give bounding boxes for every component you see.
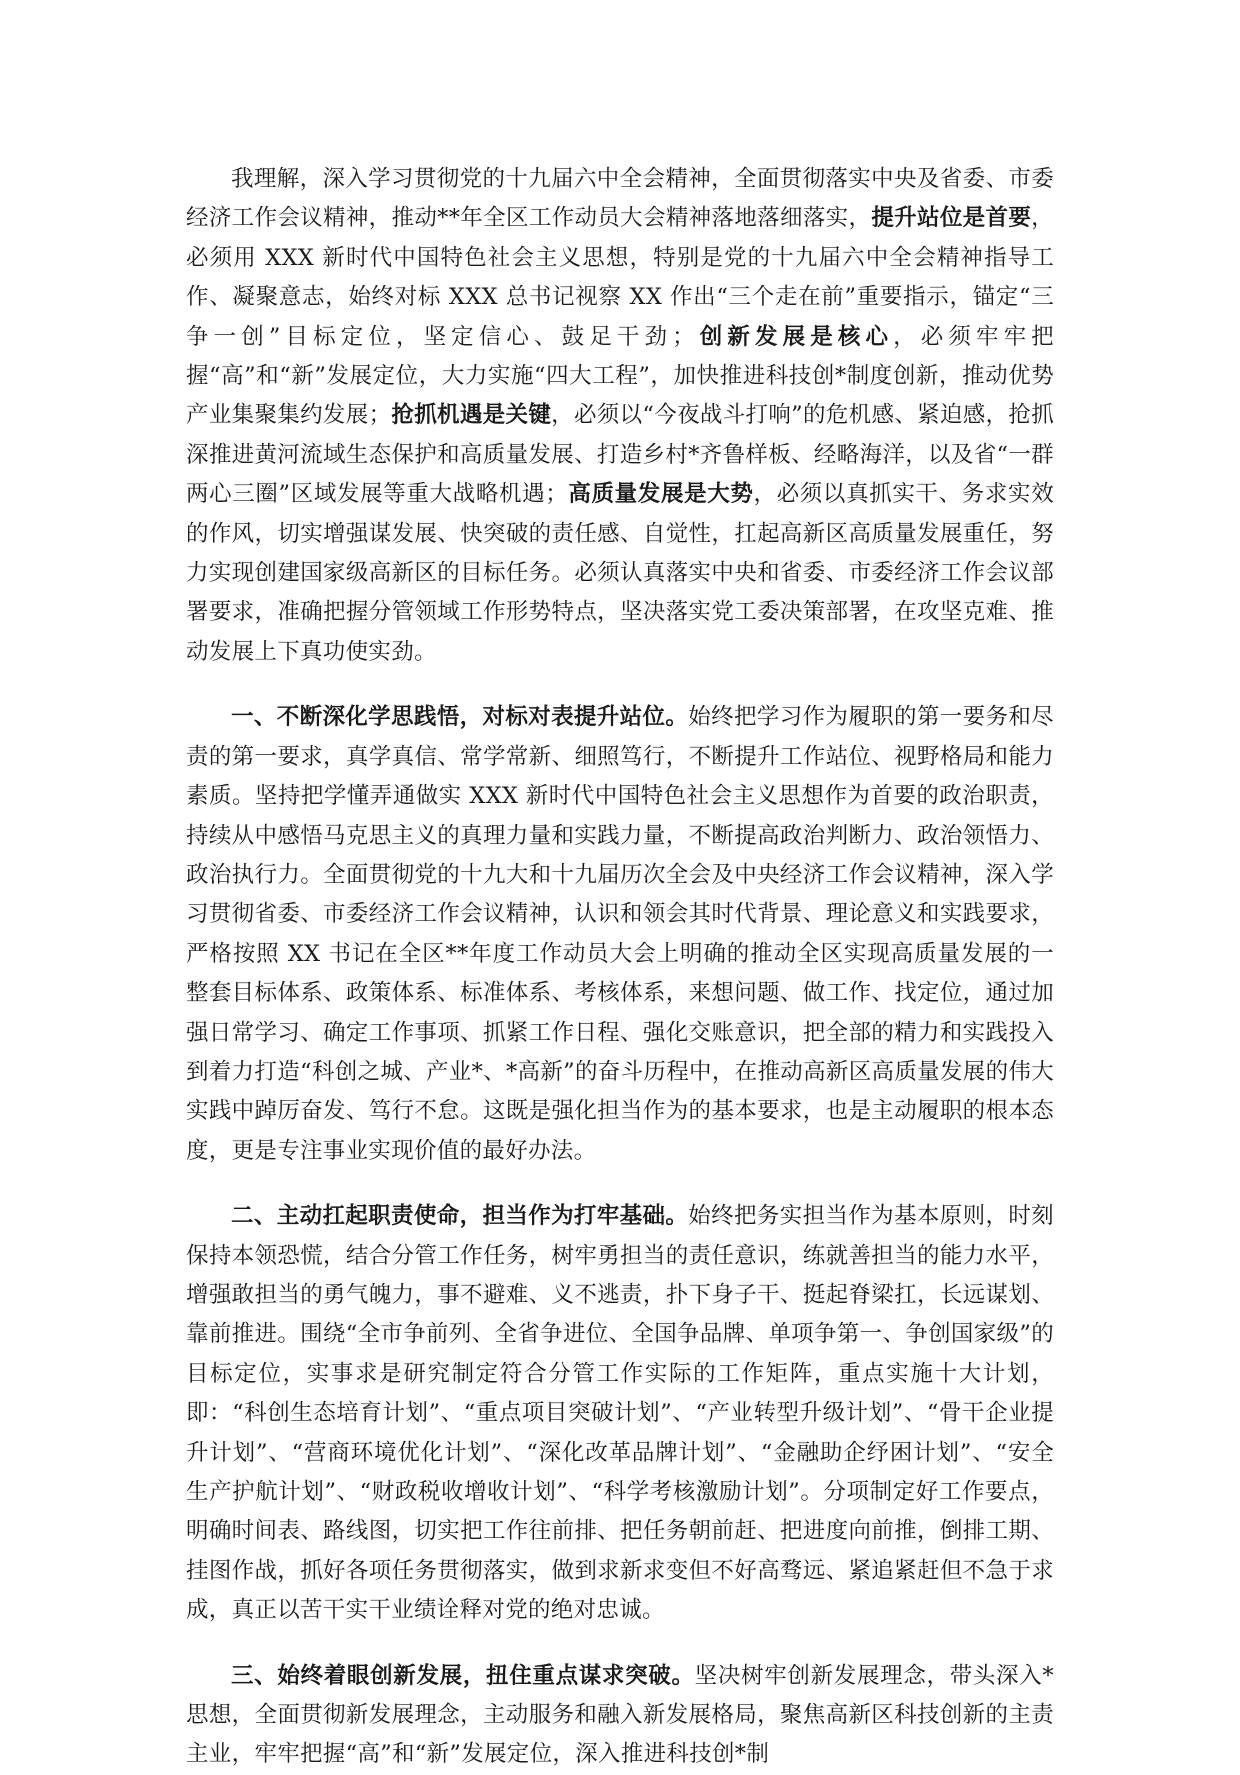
emphasis-run: 高质量发展是大势 xyxy=(568,481,754,508)
section-heading: 三、始终着眼创新发展，扭住重点谋求突破。 xyxy=(231,1662,695,1689)
text-run: 始终把学习作为履职的第一要务和尽责的第一要求，真学真信、常学常新、细照笃行，不断提升工作站位、视野格局和能力素质。坚持把学懂弄通做实 XXX 新时代中国特色社会主义思想作为首要的政治职责，持续从中感悟马克思主义的真理力量和实践力量，不断提高政治判断力、政治领悟力、政治执行力。全面贯彻党的十九大和十九届历次全会及中央经济工作会议精神，深入学习贯彻省委、市委经济工作会议精神，认识和领会其时代背景、理论意义和实践要求，严格按照 XX 书记在全区**年度工作动员大会上明确的推动全区实现高质量发展的一整套目标体系、政策体系、标准体系、考核体系，来想问题、做工作、找定位，通过加强日常学习、确定工作事项、抓紧工作日程、强化交账意识，把全部的精力和实践投入到着力打造“科创之城、产业*、*高新”的奋斗历程中，在推动高新区高质量发展的伟大实践中踔厉奋发、笃行不怠。这既是强化担当作为的基本要求，也是主动履职的根本态度，更是专注事业实现价值的最好办法。 xyxy=(186,704,1054,1164)
section-two-paragraph xyxy=(186,1197,1054,1630)
text-run: ，必须用 XXX 新时代中国特色社会主义思想，特别是党的十九届六中全会精神指导工作、凝聚意志，始终对标 XXX 总书记视察 XX 作出“三个走在前”重要指示，锚定“三争一创”目标定位，坚定信心、鼓足干劲； xyxy=(186,205,1054,350)
document-body xyxy=(186,160,1054,1775)
section-one-paragraph xyxy=(186,698,1054,1171)
section-heading: 二、主动扛起职责使命，担当作为打牢基础。 xyxy=(231,1203,689,1230)
text-run: ，必须以真抓实干、务求实效的作风，切实增强谋发展、快突破的责任感、自觉性，扛起高新区高质量发展重任，努力实现创建国家级高新区的目标任务。必须认真落实中央和省委、市委经济工作会议部署要求，准确把握分管领域工作形势特点，坚决落实党工委决策部署，在攻坚克难、推动发展上下真功使实劲。 xyxy=(186,481,1054,665)
intro-paragraph xyxy=(186,160,1054,672)
text-run: 始终把务实担当作为基本原则，时刻保持本领恐慌，结合分管工作任务，树牢勇担当的责任意识，练就善担当的能力水平，增强敢担当的勇气魄力，事不避难、义不逃责，扑下身子干、挺起脊梁扛，长远谋划、靠前推进。围绕“全市争前列、全省争进位、全国争品牌、单项争第一、争创国家级”的目标定位，实事求是研究制定符合分管工作实际的工作矩阵，重点实施十大计划，即：“科创生态培育计划”、“重点项目突破计划”、“产业转型升级计划”、“骨干企业提升计划”、“营商环境优化计划”、“深化改革品牌计划”、“金融助企纾困计划”、“安全生产护航计划”、“财政税收增收计划”、“科学考核激励计划”。分项制定好工作要点，明确时间表、路线图，切实把工作往前排、把任务朝前赶、把进度向前推，倒排工期、挂图作战，抓好各项任务贯彻落实，做到求新求变但不好高骛远、紧追紧赶但不急于求成，真正以苦干实干业绩诠释对党的绝对忠诚。 xyxy=(186,1203,1054,1624)
emphasis-run: 抢抓机遇是关键 xyxy=(391,402,552,429)
section-heading: 一、不断深化学思践悟，对标对表提升站位。 xyxy=(231,704,689,731)
text-run: 坚决树牢创新发展理念，带头深入*思想，全面贯彻新发展理念，主动服务和融入新发展格局，聚焦高新区科技创新的主责主业，牢牢把握“高”和“新”发展定位，深入推进科技创*制 xyxy=(186,1662,1054,1768)
emphasis-run: 提升站位是首要 xyxy=(871,205,1032,232)
text-run: 我理解，深入学习贯彻党的十九届六中全会精神，全面贯彻落实中央及省委、市委经济工作会议精神，推动**年全区工作动员大会精神落地落细落实， xyxy=(186,166,1054,232)
emphasis-run: 创新发展是核心 xyxy=(694,323,894,350)
text-run: ，必须牢牢把握“高”和“新”发展定位，大力实施“四大工程”，加快推进科技创*制度创新，推动优势产业集聚集约发展； xyxy=(186,323,1054,429)
text-run: ，必须以“今夜战斗打响”的危机感、紧迫感，抢抓深推进黄河流域生态保护和高质量发展、打造乡村*齐鲁样板、经略海洋，以及省“一群两心三圈”区域发展等重大战略机遇； xyxy=(186,402,1054,508)
section-three-paragraph xyxy=(186,1657,1054,1775)
